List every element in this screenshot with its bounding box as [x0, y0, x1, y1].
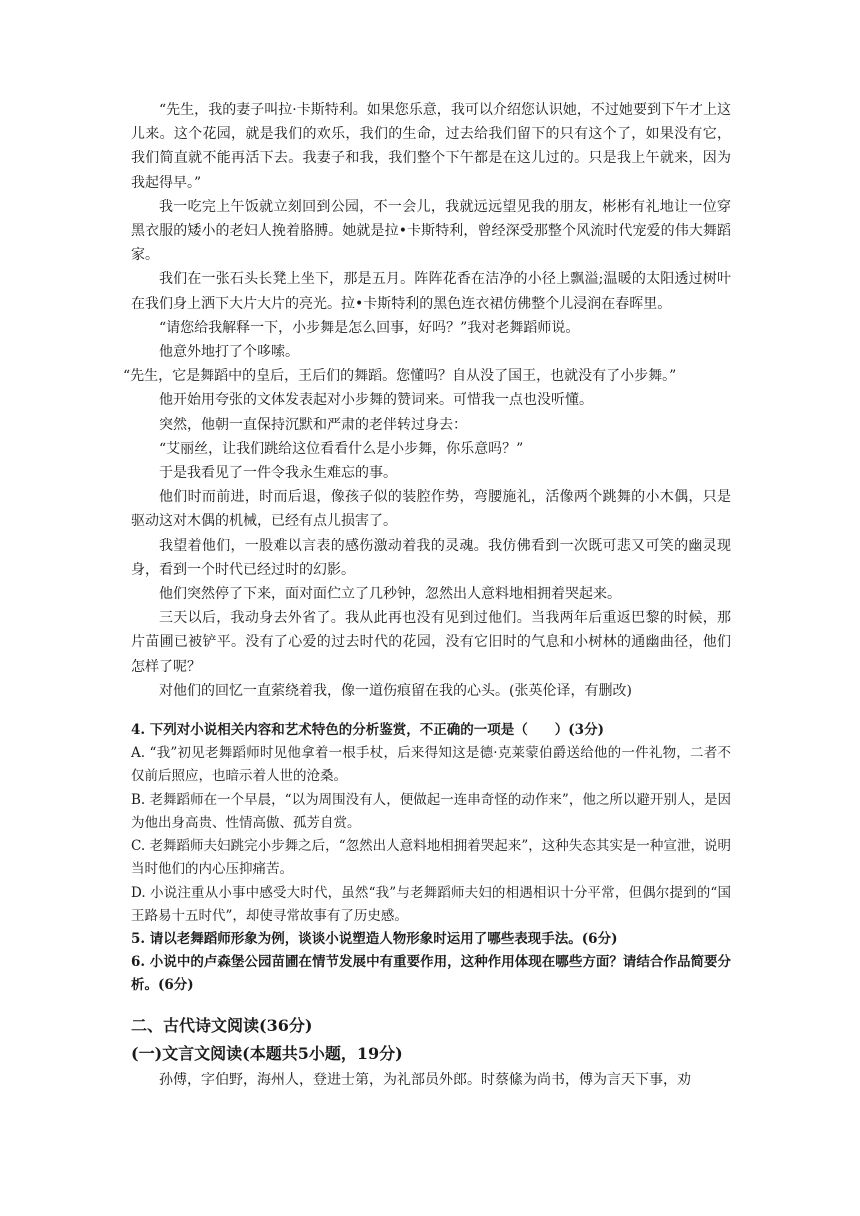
- story-paragraph: “先生，它是舞蹈中的皇后，王后们的舞蹈。您懂吗？自从没了国王，也就没有了小步舞。”: [123, 368, 677, 385]
- story-paragraph: 他们突然停了下来，面对面伫立了几秒钟，忽然出人意料地相拥着哭起来。: [159, 586, 621, 603]
- story-body: [123, 98, 731, 703]
- story-paragraph: 我一吃完上午饭就立刻回到公园，不一会儿，我就远远望见我的朋友，彬彬有礼地让一位穿黑衣服的矮小的老妇人挽着胳膊。她就是拉•卡斯特利，曾经深受那整个风流时代宠爱的伟大舞蹈家。: [131, 198, 731, 264]
- story-paragraph: 我们在一张石头长凳上坐下，那是五月。阵阵花香在洁净的小径上飘溢;温暖的太阳透过树叶在我们身上洒下大片大片的亮光。拉•卡斯特利的黑色连衣裙仿佛整个儿浸润在春晖里。: [131, 271, 731, 312]
- story-paragraph: “艾丽丝，让我们跳给这位看看什么是小步舞，你乐意吗？”: [159, 440, 524, 457]
- question-block: [131, 719, 731, 997]
- story-paragraph: 他们时而前进，时而后退，像孩子似的装腔作势，弯腰施礼，活像两个跳舞的小木偶，只是驱动这对木偶的机械，已经有点儿损害了。: [131, 489, 731, 530]
- section-2-subtitle: (一)文言文阅读(本题共5小题，19分): [131, 1043, 403, 1063]
- question-5: 5. 请以老舞蹈师形象为例，谈谈小说塑造人物形象时运用了哪些表现手法。(6分): [131, 930, 618, 947]
- story-paragraph: “先生，我的妻子叫拉·卡斯特利。如果您乐意，我可以介绍您认识她，不过她要到下午才上这儿来。这个花园，就是我们的欢乐，我们的生命，过去给我们留下的只有这个了，如果没有它，我们简直就不能再活下去。我妻子和我，我们整个下午都是在这儿过的。只是我上午就来，因为我起得早。”: [131, 102, 731, 191]
- story-paragraph: 突然，他朝一直保持沉默和严肃的老伴转过身去：: [159, 416, 467, 433]
- story-paragraph: 于是我看见了一件令我永生难忘的事。: [159, 465, 397, 482]
- story-paragraph: 他开始用夸张的文体发表起对小步舞的赞词来。可惜我一点也没听懂。: [159, 392, 593, 409]
- question-4-option-b: B. 老舞蹈师在一个早晨，“以为周围没有人，便做起一连串奇怪的动作来”，他之所以避开别人，是因为他出身高贵、性情高傲、孤芳自赏。: [131, 791, 731, 831]
- story-paragraph: “请您给我解释一下，小步舞是怎么回事，好吗？”我对老舞蹈师说。: [159, 319, 580, 336]
- story-paragraph: 他意外地打了个哆嗦。: [159, 344, 299, 361]
- question-4-option-a: A. “我”初见老舞蹈师时见他拿着一根手杖，后来得知这是德·克莱蒙伯爵送给他的一件礼物，二者不仅前后照应，也暗示着人世的沧桑。: [131, 745, 731, 785]
- question-4-stem: 4. 下列对小说相关内容和艺术特色的分析鉴赏，不正确的一项是（ ）(3分): [131, 722, 604, 739]
- story-paragraph: 我望着他们，一股难以言表的感伤激动着我的灵魂。我仿佛看到一次既可悲又可笑的幽灵现身，看到一个时代已经过时的幻影。: [131, 537, 731, 578]
- question-4-option-c: C. 老舞蹈师夫妇跳完小步舞之后，“忽然出人意料地相拥着哭起来”，这种失态其实是一种宣泄，说明当时他们的内心压抑痛苦。: [131, 838, 731, 878]
- question-6: 6. 小说中的卢森堡公园苗圃在情节发展中有重要作用，这种作用体现在哪些方面？请结合作品简要分析。(6分): [131, 954, 731, 994]
- text-column: [123, 98, 731, 1092]
- classical-text-paragraph: 孙傅，字伯野，海州人，登进士第，为礼部员外郎。时蔡絛为尚书，傅为言天下事，劝: [159, 1071, 691, 1088]
- story-paragraph: 三天以后，我动身去外省了。我从此再也没有见到过他们。当我两年后重返巴黎的时候，那片苗圃已被铲平。没有了心爱的过去时代的花园，没有它旧时的气息和小树林的通幽曲径，他们怎样了呢？: [131, 610, 731, 675]
- section-2: [131, 1012, 731, 1092]
- section-2-title: 二、古代诗文阅读(36分): [131, 1015, 313, 1035]
- story-paragraph: 对他们的回忆一直萦绕着我，像一道伤痕留在我的心头。(张英伦译，有删改): [159, 682, 632, 699]
- question-4-option-d: D. 小说注重从小事中感受大时代，虽然“我”与老舞蹈师夫妇的相遇相识十分平常，但偶尔提到的“国王路易十五时代”，却使寻常故事有了历史感。: [131, 884, 731, 924]
